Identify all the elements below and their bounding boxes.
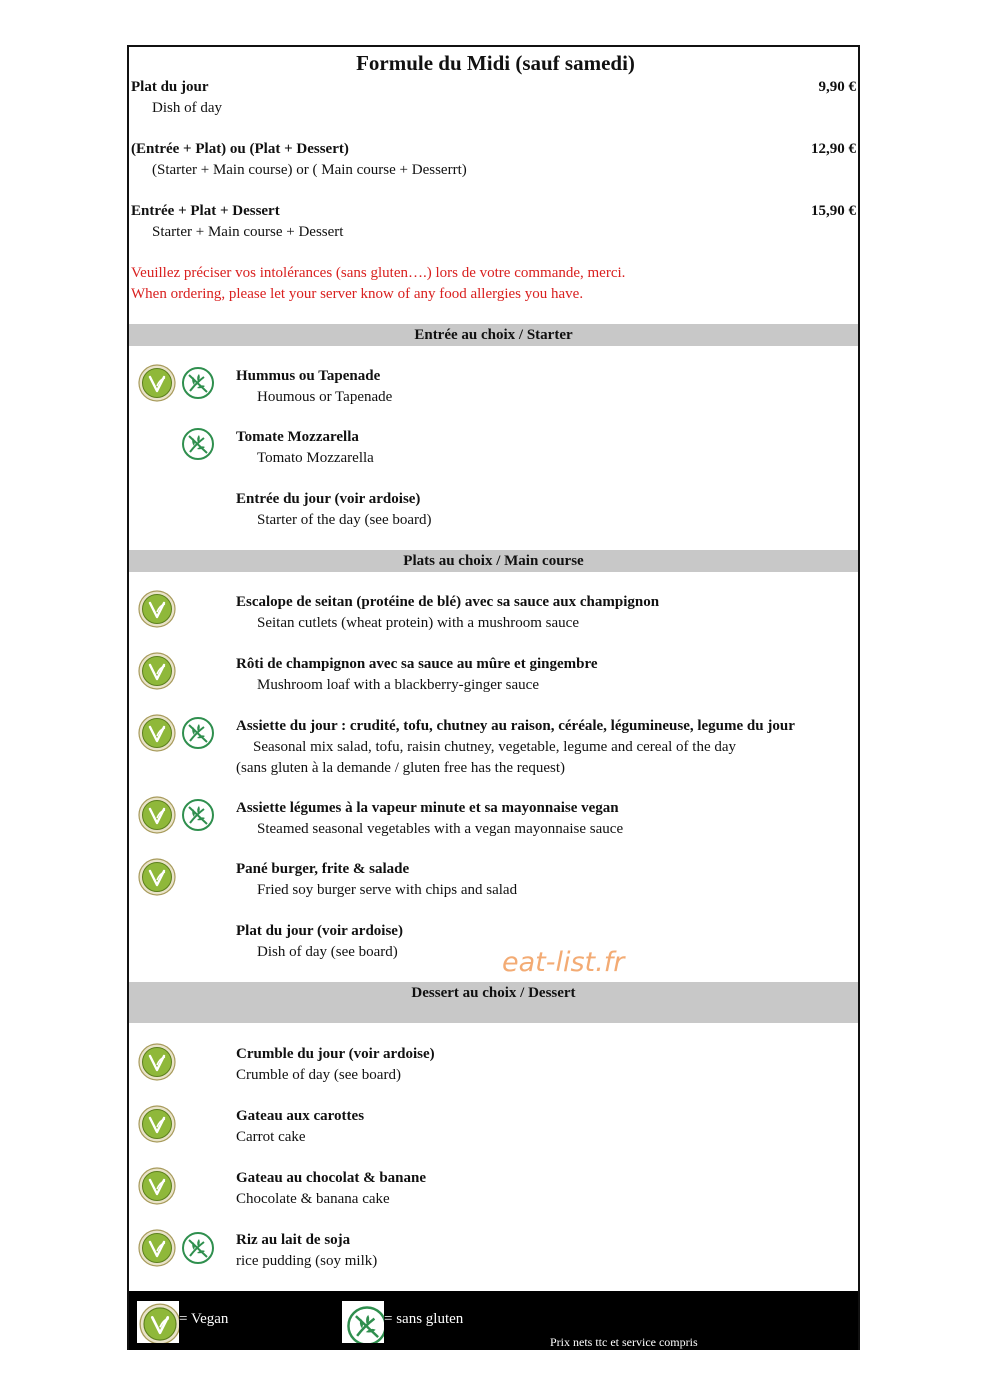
dessert-2-fr: Gateau aux carottes: [236, 1108, 365, 1124]
formula-1-price: 9,90 €: [818, 79, 856, 95]
formula-3-fr: Entrée + Plat + Dessert: [131, 203, 280, 219]
main-4-en: Steamed seasonal vegetables with a vegan mayonnaise sauce: [257, 821, 624, 837]
formula-3-price: 15,90 €: [811, 203, 856, 219]
menu-title: Formule du Midi (sauf samedi): [356, 51, 635, 75]
formula-2-price: 12,90 €: [811, 141, 856, 157]
dessert-2-en: Carrot cake: [236, 1129, 306, 1145]
allergy-warning-fr: Veuillez préciser vos intolérances (sans gluten….) lors de votre commande, merci.: [131, 265, 626, 281]
main-6-en: Dish of day (see board): [257, 944, 398, 960]
watermark: eat-list.fr: [502, 947, 625, 978]
dessert-1-en: Crumble of day (see board): [236, 1067, 401, 1083]
main-5-fr: Pané burger, frite & salade: [236, 861, 410, 877]
menu-frame: [127, 45, 860, 1350]
dessert-3-en: Chocolate & banana cake: [236, 1191, 390, 1207]
vegan-icon: [138, 652, 176, 690]
vegan-icon: [138, 364, 176, 402]
vegan-icon: [137, 1301, 179, 1343]
vegan-icon: [138, 590, 176, 628]
legend-vegan: = Vegan: [179, 1311, 229, 1327]
allergy-warning-en: When ordering, please let your server know of any food allergies you have.: [131, 286, 584, 302]
main-2-fr: Rôti de champignon avec sa sauce au mûre et gingembre: [236, 656, 598, 672]
main-6-fr: Plat du jour (voir ardoise): [236, 923, 403, 939]
vegan-icon: [138, 1167, 176, 1205]
formula-2-en: (Starter + Main course) or ( Main course + Desserrt): [152, 162, 467, 178]
section-header-main: Plats au choix / Main course: [129, 550, 858, 572]
starter-3-fr: Entrée du jour (voir ardoise): [236, 491, 421, 507]
starter-1-fr: Hummus ou Tapenade: [236, 368, 381, 384]
main-5-en: Fried soy burger serve with chips and salad: [257, 882, 518, 898]
starter-3-en: Starter of the day (see board): [257, 512, 432, 528]
main-3-fr: Assiette du jour : crudité, tofu, chutney au raison, céréale, légumineuse, legume du jour: [236, 718, 795, 734]
starter-2-en: Tomato Mozzarella: [257, 450, 374, 466]
main-3-note: (sans gluten à la demande / gluten free has the request): [236, 760, 566, 776]
gluten-free-icon: [181, 798, 219, 836]
vegan-icon: [138, 796, 176, 834]
main-4-fr: Assiette légumes à la vapeur minute et sa mayonnaise vegan: [236, 800, 619, 816]
formula-1-en: Dish of day: [152, 100, 222, 116]
vegan-icon: [138, 1229, 176, 1267]
main-3-en: Seasonal mix salad, tofu, raisin chutney, vegetable, legume and cereal of the day: [253, 739, 737, 755]
legend-gluten: = sans gluten: [384, 1311, 464, 1327]
section-header-starter: Entrée au choix / Starter: [129, 324, 858, 346]
main-2-en: Mushroom loaf with a blackberry-ginger sauce: [257, 677, 539, 693]
vegan-icon: [138, 858, 176, 896]
legend-footer: [129, 1291, 858, 1350]
dessert-3-fr: Gateau au chocolat & banane: [236, 1170, 427, 1186]
main-1-en: Seitan cutlets (wheat protein) with a mushroom sauce: [257, 615, 579, 631]
section-header-dessert: Dessert au choix / Dessert: [129, 982, 858, 1023]
formula-1-fr: Plat du jour: [131, 79, 209, 95]
formula-2-fr: (Entrée + Plat) ou (Plat + Dessert): [131, 141, 349, 157]
vegan-icon: [138, 1043, 176, 1081]
starter-1-en: Houmous or Tapenade: [257, 389, 393, 405]
dessert-1-fr: Crumble du jour (voir ardoise): [236, 1046, 435, 1062]
dessert-4-en: rice pudding (soy milk): [236, 1253, 378, 1269]
dessert-4-fr: Riz au lait de soja: [236, 1232, 351, 1248]
gluten-free-icon: [181, 716, 219, 754]
main-1-fr: Escalope de seitan (protéine de blé) avec sa sauce aux champignon: [236, 594, 660, 610]
vegan-icon: [138, 1105, 176, 1143]
gluten-free-icon: [342, 1301, 384, 1343]
legend-price-note: Prix nets ttc et service compris: [550, 1335, 698, 1349]
starter-2-fr: Tomate Mozzarella: [236, 429, 359, 445]
gluten-free-icon: [181, 366, 219, 404]
gluten-free-icon: [181, 1231, 219, 1269]
gluten-free-icon: [181, 427, 219, 465]
formula-3-en: Starter + Main course + Dessert: [152, 224, 344, 240]
vegan-icon: [138, 714, 176, 752]
